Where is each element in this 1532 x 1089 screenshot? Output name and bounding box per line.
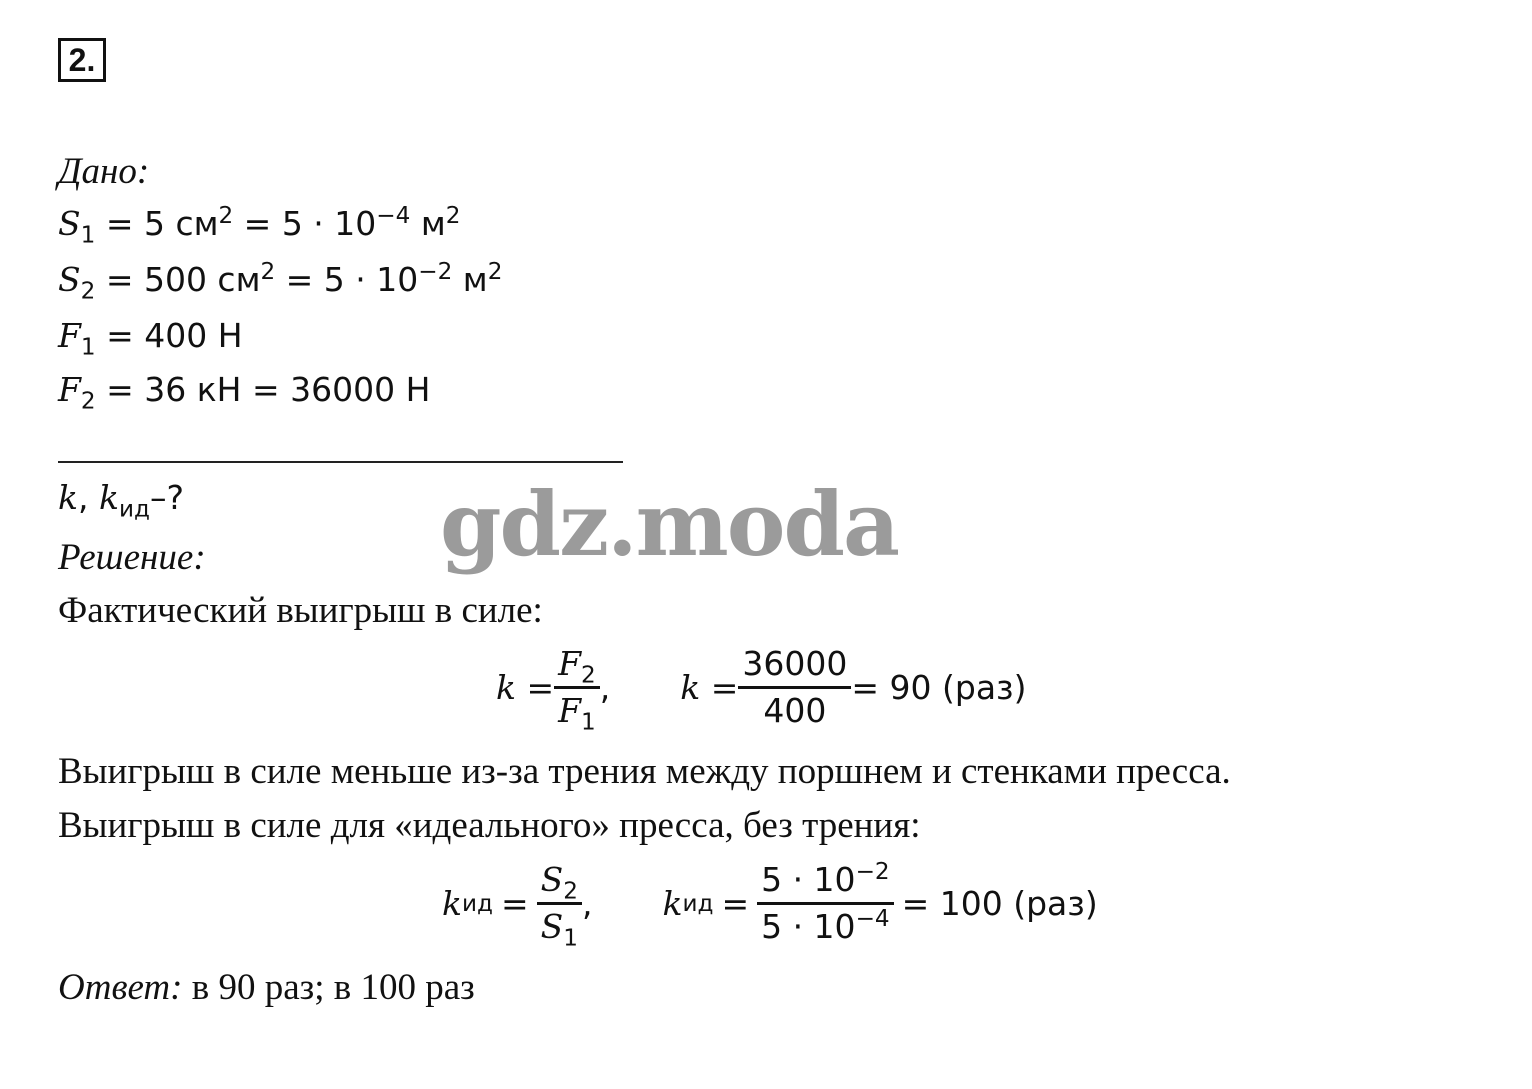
formula-2-result: = 100 (раз) <box>901 884 1098 923</box>
formula-2-separator: , <box>581 884 593 923</box>
given-s2-sub: 2 <box>80 278 96 305</box>
given-f2-sub: 2 <box>80 388 96 415</box>
formula-2-den-sub: 1 <box>563 925 578 952</box>
formula-1-lhs: k = <box>496 668 555 707</box>
given-s1 <box>58 203 461 249</box>
given-s2-unit: м <box>452 260 488 299</box>
answer-label: Ответ: <box>58 967 183 1008</box>
formula-2-num-symbol: S <box>540 860 564 899</box>
formula-2-numerator-2 <box>757 858 894 902</box>
find-k-ideal: k <box>98 478 119 517</box>
formula-2-numerator <box>537 858 582 905</box>
formula-1-denominator-2: 400 <box>738 686 851 733</box>
solution-label: Решение: <box>58 537 206 578</box>
given-f2-symbol: F <box>58 370 81 409</box>
formula-2-fraction-2 <box>757 858 894 949</box>
formula-1-result: = 90 (раз) <box>851 668 1027 707</box>
given-s1-sub: 1 <box>80 222 96 249</box>
watermark-logo: gdz.moda <box>440 472 899 576</box>
formula-2-den-symbol: S <box>540 907 564 946</box>
solution-text-3: Выигрыш в силе для «идеального» пресса, без трения: <box>58 805 921 846</box>
find-line <box>58 478 184 523</box>
task-number: 2. <box>58 38 106 82</box>
formula-1-den-symbol: F <box>558 691 582 730</box>
given-s1-unit: м <box>410 204 446 243</box>
formula-1-num-sub: 2 <box>581 662 596 689</box>
formula-2-den2-base: 5 · 10 <box>761 907 856 946</box>
formula-1-numerator-2: 36000 <box>742 644 848 683</box>
given-f1-symbol: F <box>58 316 81 355</box>
given-s1-symbol: S <box>58 204 81 243</box>
formula-1-numerator <box>554 642 600 689</box>
given-label: Дано: <box>58 151 150 192</box>
given-f1 <box>58 316 243 361</box>
given-s2 <box>58 259 503 305</box>
given-f2-rhs: = 36 кН = 36000 Н <box>106 370 431 409</box>
given-s2-mid: = 5 · 10 <box>275 260 419 299</box>
formula-2-den2-exp: −4 <box>855 906 890 932</box>
given-s1-pow3: 2 <box>445 203 461 229</box>
given-s2-symbol: S <box>58 260 81 299</box>
formula-2-fraction <box>537 858 582 952</box>
formula-1-den-sub: 1 <box>581 709 596 736</box>
formula-1-lhs2: k = <box>680 668 739 707</box>
solution-text-2: Выигрыш в силе меньше из-за трения между поршнем и стенками пресса. <box>58 751 1231 792</box>
given-f2 <box>58 370 431 415</box>
given-f1-sub: 1 <box>80 334 96 361</box>
formula-1-fraction <box>554 642 600 736</box>
given-s2-rhs: = 500 см <box>105 260 261 299</box>
find-comma: , <box>78 478 99 517</box>
given-divider <box>58 461 623 463</box>
solution-text-1: Фактический выигрыш в силе: <box>58 590 543 631</box>
formula-1-num-symbol: F <box>558 644 582 683</box>
answer-text: в 90 раз; в 100 раз <box>182 967 475 1008</box>
formula-2-lhs2: k <box>662 884 683 923</box>
formula-2-num-sub: 2 <box>563 878 578 905</box>
given-s2-pow3: 2 <box>487 259 503 285</box>
given-f1-rhs: = 400 Н <box>106 316 243 355</box>
formula-2: k ид = $\frac{S_2}{S_1}$ , k ид = $\frac{5 \cdot 10^{-2}}{5 \cdot 10^{-4}}$ = 100 (раз) <box>442 859 1098 952</box>
formula-1-fraction-2 <box>738 642 851 733</box>
given-s1-pow1: 2 <box>218 203 234 229</box>
find-question: –? <box>149 478 184 517</box>
formula-2-denominator <box>537 902 582 952</box>
given-s2-pow1: 2 <box>260 259 276 285</box>
formula-2-lhs: k <box>442 884 462 923</box>
given-s1-rhs: = 5 см <box>105 204 219 243</box>
formula-1-separator: , <box>599 668 611 707</box>
formula-1 <box>496 642 1027 736</box>
formula-2-equals-2: = <box>721 884 750 923</box>
given-s2-pow2: −2 <box>418 259 453 285</box>
formula-2-denominator-2 <box>757 902 894 949</box>
given-s1-pow2: −4 <box>376 203 411 229</box>
formula-2-equals: = <box>500 884 529 923</box>
find-k: k <box>58 478 78 517</box>
find-k-ideal-sub: ид <box>118 496 150 523</box>
given-s1-mid: = 5 · 10 <box>233 204 377 243</box>
formula-2-num2-exp: −2 <box>855 859 890 885</box>
answer-line <box>58 966 475 1009</box>
formula-2-num2-base: 5 · 10 <box>761 860 856 899</box>
formula-1-denominator <box>554 686 600 736</box>
